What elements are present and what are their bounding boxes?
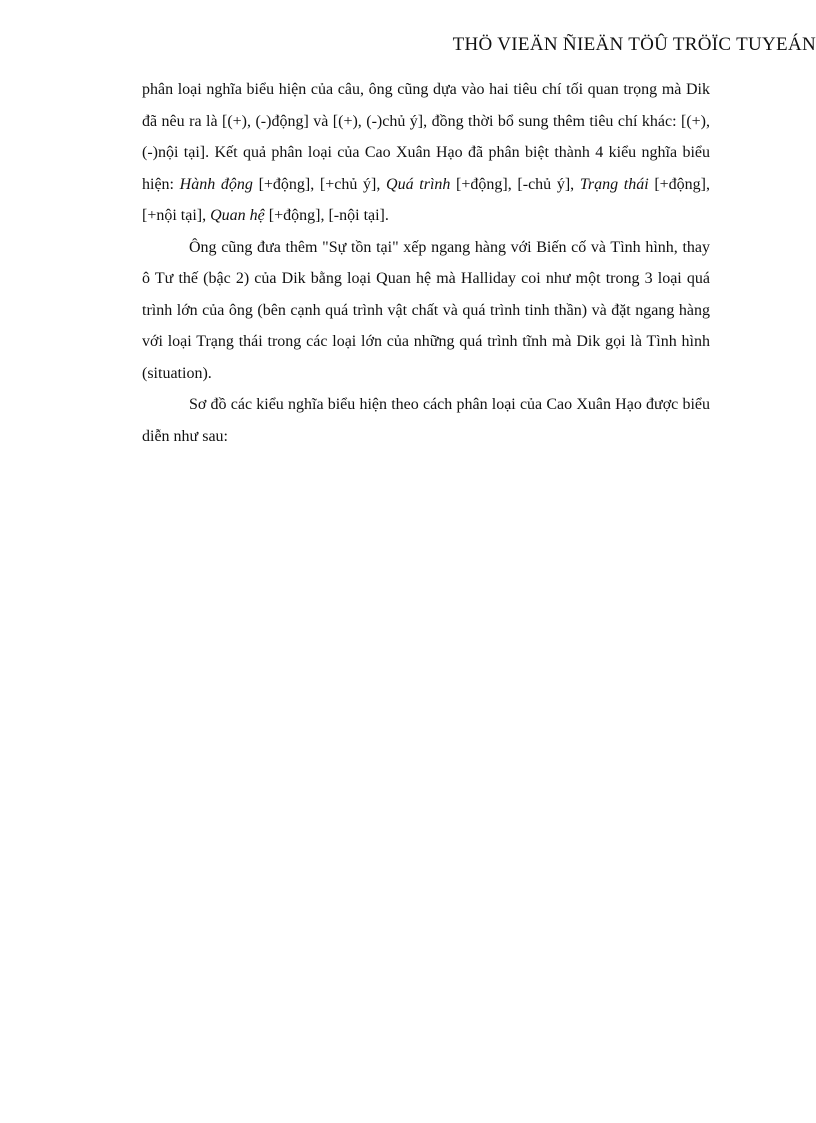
page-header: THÖ VIEÄN ÑIEÄN TÖÛ TRÖÏC TUYEÁN [452, 34, 816, 55]
document-body [142, 74, 710, 452]
paragraph-1 [142, 74, 710, 232]
paragraph-1-text-1: phân loại nghĩa biểu hiện của câu, ông cũng dựa vào hai tiêu chí tối quan trọng mà Dik đã nêu ra là [(+), (-)động] và [(+), (-)chủ ý], đồng thời bổ sung thêm tiêu chí khác: [(+), (-)nội tại]. Kết quả phân loại của Cao Xuân Hạo đã phân biệt thành 4 kiểu nghĩa biểu hiện: [142, 81, 710, 193]
term-trang-thai: Trạng thái [579, 175, 649, 193]
paragraph-3: Sơ đồ các kiểu nghĩa biểu hiện theo cách phân loại của Cao Xuân Hạo được biểu diễn như sau: [142, 396, 710, 445]
paragraph-2: Ông cũng đưa thêm "Sự tồn tại" xếp ngang hàng với Biến cố và Tình hình, thay ô Tư thế (bậc 2) của Dik bằng loại Quan hệ mà Halliday coi như một trong 3 loại quá trình lớn của ông (bên cạnh quá trình vật chất và quá trình tinh thần) và đặt ngang hàng với loại Trạng thái trong các loại lớn của những quá trình tĩnh mà Dik gọi là Tình hình (situation). [142, 238, 710, 382]
term-hanh-dong: Hành động [179, 175, 253, 193]
term-quan-he: Quan hệ [210, 207, 265, 224]
paragraph-1-text-3: [+động], [-chủ ý], [450, 175, 580, 193]
paragraph-1-text-2: [+động], [+chủ ý], [252, 175, 387, 193]
paragraph-1-text-5: [+động], [-nội tại]. [264, 207, 389, 224]
term-qua-trinh: Quá trình [386, 175, 451, 193]
paragraph-1-text-4: [+động], [+nội tại], [142, 175, 711, 224]
